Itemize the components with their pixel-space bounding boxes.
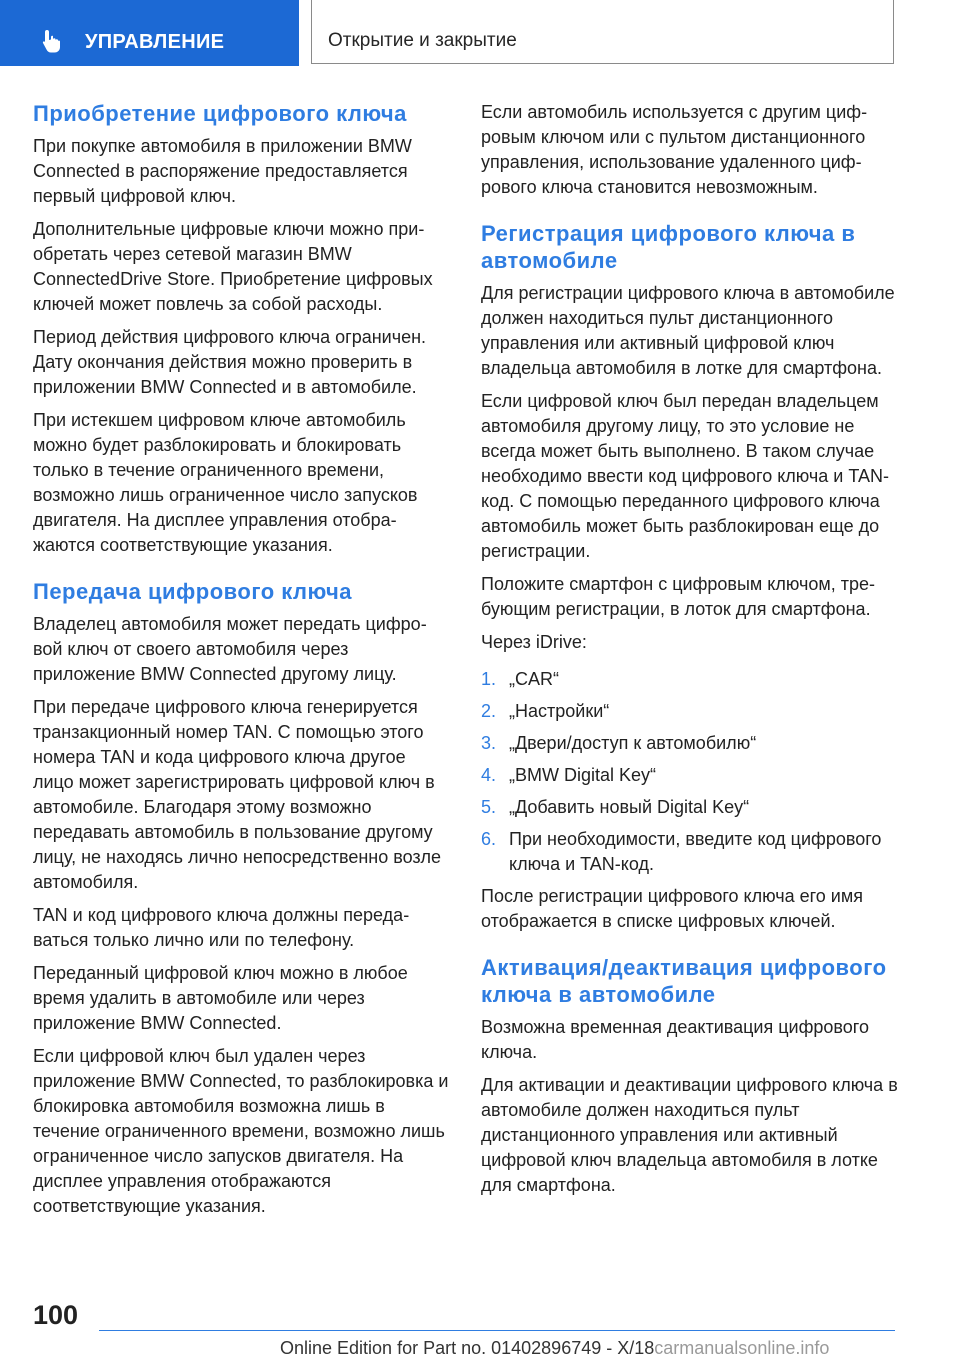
hand-pointer-icon <box>40 28 66 54</box>
section-heading: Приобретение цифрового ключа <box>33 101 407 126</box>
left-column <box>33 100 449 1227</box>
section-register <box>481 220 899 934</box>
section-heading: Активация/деактивация цифрового ключа в автомобиле <box>481 955 887 1007</box>
step-item <box>481 731 899 756</box>
step-number: 4. <box>481 765 497 785</box>
step-text: „BMW Digital Key“ <box>509 765 657 785</box>
section-heading: Регистрация цифрового ключа в автомобиле <box>481 221 856 273</box>
paragraph: Если цифровой ключ был удален через приложение BMW Connected, то разблокировка и блокировка автомобиля возможна лишь в течение ограниченного времени, возможно лишь ограниченное число запусков двигателя. На дисплее управления отображаются соответствующие указания. <box>33 1046 449 1216</box>
paragraph: Если автомобиль используется с другим цифровым ключом или с пультом дистанционного управления, использование удаленного цифрового ключа становится невозможным. <box>481 102 868 197</box>
step-text: При необходимости, введите код цифрового ключа и TAN-код. <box>509 829 882 874</box>
footer-divider <box>99 1330 895 1331</box>
paragraph: При истекшем цифровом ключе автомобиль можно будет разблокировать и блокировать только в течение ограниченного времени, возможно лишь ограниченное число запусков двигателя. На дисплее управления отображаются соответствующие указания. <box>33 410 418 555</box>
paragraph: Для активации и деактивации цифрового ключа в автомобиле должен находиться пульт дистанционного управления или активный цифровой ключ владельца автомобиля в лотке для смартфона. <box>481 1075 898 1195</box>
paragraph: При покупке автомобиля в приложении BMW Connected в распоряжение предоставляется первый цифровой ключ. <box>33 136 412 206</box>
step-item <box>481 699 899 724</box>
page-number: 100 <box>33 1300 79 1330</box>
step-text: „CAR“ <box>509 669 559 689</box>
paragraph: Для регистрации цифрового ключа в автомобиле должен находиться пульт дистанционного управления или активный цифровой ключ владельца автомобиля в лотке для смартфона. <box>481 283 895 378</box>
paragraph: Возможна временная деактивация цифрового ключа. <box>481 1017 869 1062</box>
paragraph: Дополнительные цифровые ключи можно приобретать через сетевой магазин BMW ConnectedDrive Store. Приобретение цифровых ключей может повлечь за собой расходы. <box>33 219 433 314</box>
section-tab[interactable] <box>0 0 299 66</box>
paragraph: При передаче цифрового ключа генерируется транзакционный номер TAN. С помощью этого номера TAN и кода цифрового ключа другое лицо может зарегистрировать цифровой ключ в автомобиле. Благодаря этому возможно передавать автомобиль в пользование другому лицу, не находясь лично непосредственно возле автомобиля. <box>33 697 441 892</box>
section-label: УПРАВЛЕНИЕ <box>85 31 225 53</box>
step-text: „Двери/доступ к автомобилю“ <box>509 733 757 753</box>
edition-text <box>280 1338 829 1359</box>
paragraph: Владелец автомобиля может передать цифровой ключ от своего автомобиля через приложение BMW Connected другому лицу. <box>33 614 427 684</box>
step-list <box>481 667 899 877</box>
step-number: 3. <box>481 733 497 753</box>
step-item <box>481 667 899 692</box>
step-number: 2. <box>481 701 497 721</box>
section-transfer <box>33 578 449 1219</box>
paragraph: Через iDrive: <box>481 632 587 652</box>
right-column <box>481 100 899 1206</box>
section-heading: Передача цифрового ключа <box>33 579 352 604</box>
paragraph: Если цифровой ключ был передан владельцем автомобиля другому лицу, то это условие не всегда может быть выполнено. В таком случае необходимо ввести код цифрового ключа и TAN-код. С помощью переданного цифрового ключа автомобиль может быть разблокирован еще до регистрации. <box>481 391 889 561</box>
step-item <box>481 827 899 877</box>
step-text: „Добавить новый Digital Key“ <box>509 797 750 817</box>
step-item <box>481 795 899 820</box>
paragraph: После регистрации цифрового ключа его имя отображается в списке цифровых ключей. <box>481 886 863 931</box>
step-item <box>481 763 899 788</box>
step-number: 1. <box>481 669 497 689</box>
step-number: 6. <box>481 829 497 849</box>
paragraph: Переданный цифровой ключ можно в любое время удалить в автомобиле или через приложение BMW Connected. <box>33 963 408 1033</box>
step-text: „Настройки“ <box>509 701 610 721</box>
paragraph: TAN и код цифрового ключа должны передаваться только лично или по телефону. <box>33 905 410 950</box>
breadcrumb <box>311 0 894 64</box>
breadcrumb-label: Открытие и закрытие <box>328 30 517 51</box>
watermark: carmanualsonline.info <box>654 1338 830 1358</box>
section-acquire <box>33 100 449 558</box>
paragraph: Положите смартфон с цифровым ключом, требующим регистрации, в лоток для смартфона. <box>481 574 876 619</box>
edition-label: Online Edition for Part no. 01402896749 - X/18 <box>280 1338 655 1358</box>
section-activation <box>481 954 899 1198</box>
paragraph: Период действия цифрового ключа ограничен. Дату окончания действия можно проверить в приложении BMW Connected и в автомобиле. <box>33 327 427 397</box>
step-number: 5. <box>481 797 497 817</box>
